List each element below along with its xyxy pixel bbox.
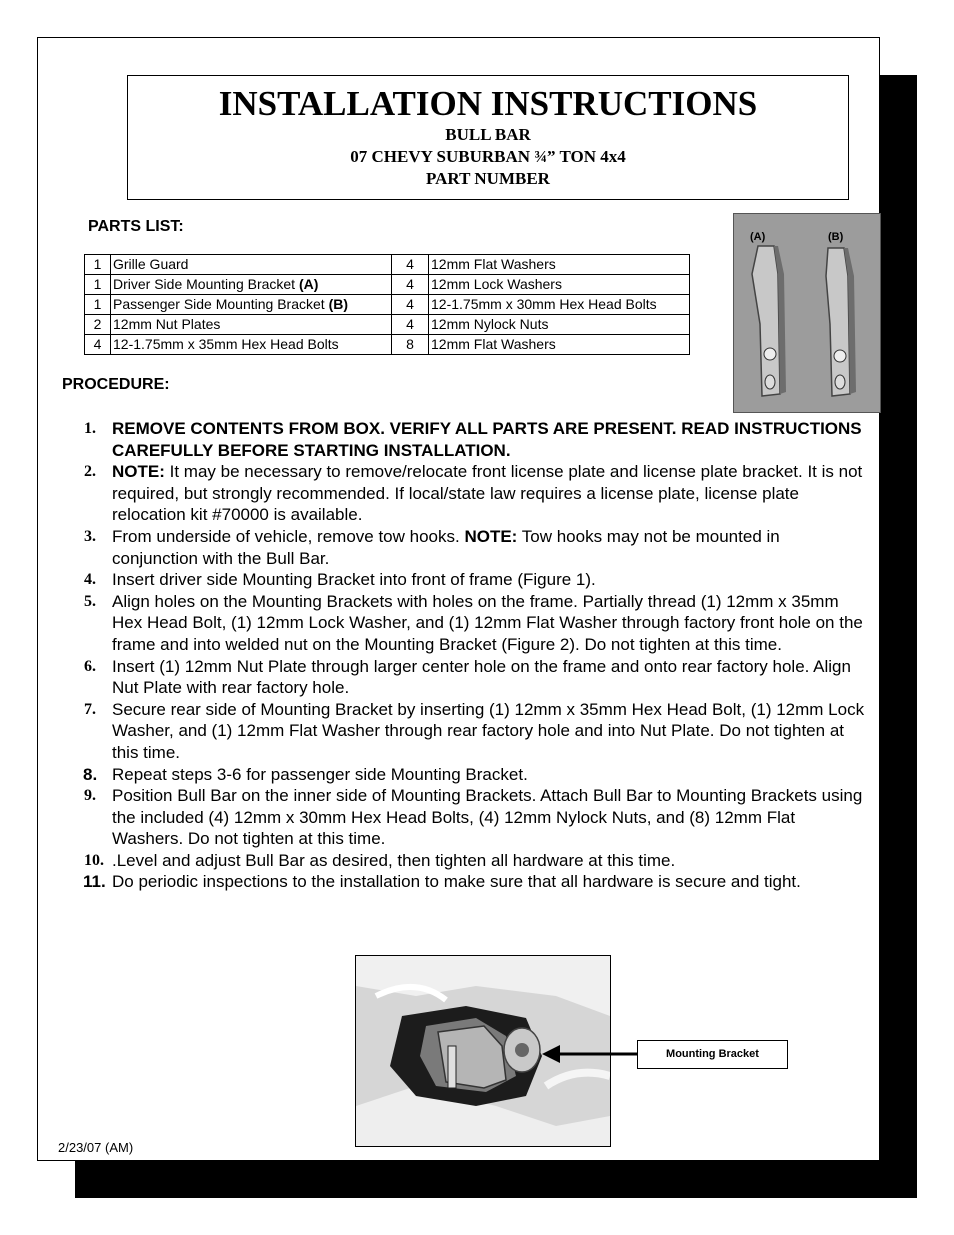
step-number: 5.: [84, 592, 96, 610]
table-row: [85, 335, 690, 355]
step-number: 2.: [84, 463, 96, 481]
mounting-brackets-photo: [733, 213, 881, 413]
list-item: 9. Position Bull Bar on the inner side of Mounting Brackets. Attach Bull Bar to Mounting Brackets using the included (4) 12mm x 30mm Hex Head Bolts, (4) 12mm Nylock Nuts, and (8) 12mm Flat Washers. Do not tighten at this time.: [84, 786, 863, 849]
procedure-heading: PROCEDURE:: [62, 376, 170, 393]
step-number: 3.: [84, 527, 96, 545]
list-item: 7. Secure rear side of Mounting Bracket by inserting (1) 12mm x 35mm Hex Head Bolt, (1) 12mm Lock Washer, and (1) 12mm Flat Washer through rear factory hole and into Nut Plate. Do not tighten at this time.: [84, 699, 865, 762]
step-number: 9.: [84, 787, 96, 805]
part-cell: 12-1.75mm x 35mm Hex Head Bolts: [111, 335, 392, 355]
qty-cell: 8: [392, 335, 429, 355]
qty-cell: 1: [85, 255, 111, 275]
list-item: 4. Insert driver side Mounting Bracket into front of frame (Figure 1).: [84, 570, 596, 590]
table-row: [85, 255, 690, 275]
qty-cell: 4: [392, 315, 429, 335]
brackets-image: [734, 214, 880, 412]
part-cell: Grille Guard: [111, 255, 392, 275]
list-item: 11. Do periodic inspections to the installation to make sure that all hardware is secure and tight.: [83, 872, 801, 892]
part-cell: 12mm Nut Plates: [111, 315, 392, 335]
list-item: 5. Align holes on the Mounting Brackets with holes on the frame. Partially thread (1) 12mm x 35mm Hex Head Bolt, (1) 12mm Lock Washer, and (1) 12mm Flat Washer through factory front hole on the frame and into welded nut on the Mounting Bracket (Figure 2). Do not tighten at this time.: [84, 591, 863, 654]
label-a: (A): [750, 231, 766, 243]
parts-table: [84, 254, 690, 355]
callout-arrow-icon: [542, 1043, 638, 1065]
document-page: [37, 37, 880, 1161]
product-name: BULL BAR: [445, 125, 531, 144]
list-item: 2. NOTE: It may be necessary to remove/relocate front license plate and license plate bracket. It is not required, but strongly recommended. If local/state law requires a license plate, license plate relocation kit #70000 is available.: [84, 462, 863, 525]
list-item: 3. From underside of vehicle, remove tow hooks. NOTE: Tow hooks may not be mounted in conjunction with the Bull Bar.: [84, 526, 780, 568]
part-cell: 12mm Flat Washers: [429, 335, 690, 355]
title-box: [127, 75, 849, 200]
step-number: 11.: [83, 872, 106, 892]
qty-cell: 1: [85, 295, 111, 315]
step-number: 8.: [83, 764, 98, 784]
part-cell: Passenger Side Mounting Bracket (B): [111, 295, 392, 315]
part-cell: 12mm Lock Washers: [429, 275, 690, 295]
list-item: 1. REMOVE CONTENTS FROM BOX. VERIFY ALL PARTS ARE PRESENT. READ INSTRUCTIONS CAREFULLY BEFORE STARTING INSTALLATION.: [84, 419, 862, 460]
page-title: INSTALLATION INSTRUCTIONS: [218, 84, 758, 123]
part-cell: 12mm Flat Washers: [429, 255, 690, 275]
part-cell: 12mm Nylock Nuts: [429, 315, 690, 335]
step-number: 1.: [84, 420, 96, 437]
label-b: (B): [828, 231, 844, 243]
list-item: 10. .Level and adjust Bull Bar as desired, then tighten all hardware at this time.: [84, 850, 676, 870]
qty-cell: 4: [392, 255, 429, 275]
qty-cell: 4: [85, 335, 111, 355]
qty-cell: 1: [85, 275, 111, 295]
list-item: 6. Insert (1) 12mm Nut Plate through larger center hole on the frame and onto rear factory hole. Align Nut Plate with rear factory hole.: [84, 656, 851, 698]
step-number: 10.: [84, 851, 104, 869]
qty-cell: 4: [392, 295, 429, 315]
part-cell: Driver Side Mounting Bracket (A): [111, 275, 392, 295]
step-number: 4.: [84, 571, 96, 589]
table-row: [85, 275, 690, 295]
list-item: 8. Repeat steps 3-6 for passenger side Mounting Bracket.: [83, 764, 528, 784]
part-cell: 12-1.75mm x 30mm Hex Head Bolts: [429, 295, 690, 315]
mounting-bracket-callout: Mounting Bracket: [637, 1040, 788, 1069]
table-row: [85, 315, 690, 335]
parts-list-heading: PARTS LIST:: [88, 218, 184, 235]
table-row: [85, 295, 690, 315]
step-number: 6.: [84, 657, 96, 675]
qty-cell: 4: [392, 275, 429, 295]
procedure-steps: [78, 418, 868, 893]
revision-date: 2/23/07 (AM): [58, 1140, 134, 1155]
qty-cell: 2: [85, 315, 111, 335]
part-number: PART NUMBER: [426, 169, 550, 188]
vehicle-model: 07 CHEVY SUBURBAN ¾” TON 4x4: [350, 147, 626, 166]
step-number: 7.: [84, 700, 96, 718]
